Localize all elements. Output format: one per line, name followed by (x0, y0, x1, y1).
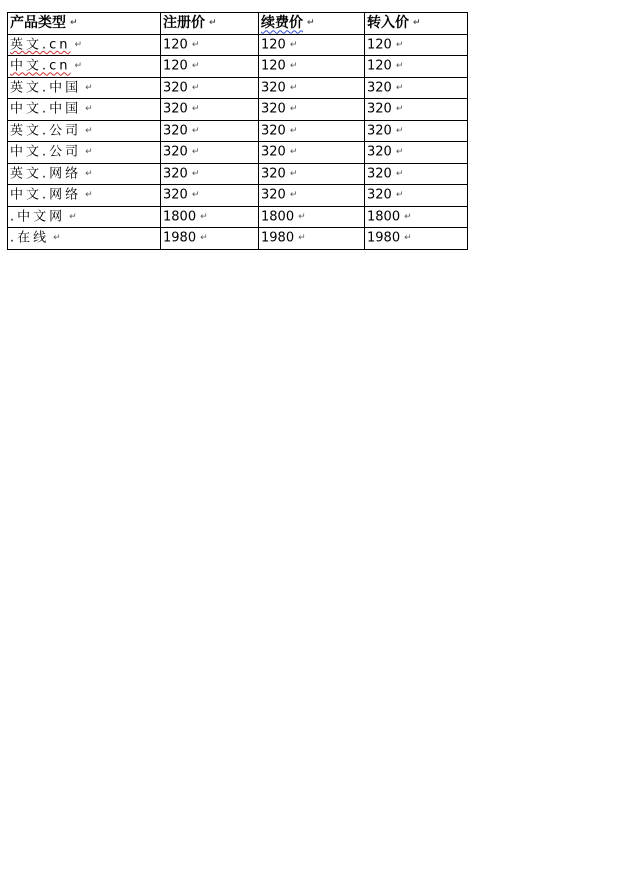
table-row (8, 120, 468, 142)
paragraph-mark-icon: ↵ (289, 125, 298, 136)
register-price-value: 1800 (163, 209, 197, 224)
paragraph-mark-icon: ↵ (191, 125, 200, 136)
table-row (8, 206, 468, 228)
table-cell (259, 142, 365, 164)
table-cell (161, 99, 259, 121)
table-cell (8, 163, 161, 185)
paragraph-mark-icon: ↵ (307, 18, 315, 29)
paragraph-mark-icon: ↵ (200, 211, 208, 222)
renew-price-value: 320 (261, 101, 286, 117)
table-header-row (8, 13, 468, 35)
table-row (8, 56, 468, 78)
paragraph-mark-icon: ↵ (191, 61, 200, 71)
transfer-price-value: 320 (367, 166, 392, 181)
table-cell (8, 34, 161, 56)
paragraph-mark-icon: ↵ (395, 61, 404, 71)
paragraph-mark-icon: ↵ (298, 233, 306, 243)
table-cell (365, 228, 468, 250)
table-cell (161, 34, 259, 56)
table-cell (161, 77, 259, 99)
paragraph-mark-icon: ↵ (395, 125, 404, 136)
paragraph-mark-icon: ↵ (85, 190, 93, 200)
header-cell (259, 13, 365, 35)
table-cell (8, 77, 161, 99)
paragraph-mark-icon: ↵ (85, 82, 93, 93)
table-cell (259, 120, 365, 142)
table-row (8, 142, 468, 164)
transfer-price-value: 320 (367, 80, 392, 95)
renew-price-value: 1980 (261, 230, 295, 246)
table-cell (365, 206, 468, 228)
register-price-value: 120 (163, 58, 188, 74)
paragraph-mark-icon: ↵ (74, 39, 83, 50)
table-cell (161, 206, 259, 228)
product-type-text: 英文.中国 (10, 80, 82, 95)
domain-price-table (7, 12, 468, 250)
register-price-value: 120 (163, 37, 188, 52)
table-cell (8, 99, 161, 121)
paragraph-mark-icon: ↵ (395, 39, 404, 50)
table-cell (259, 77, 365, 99)
table-cell (365, 120, 468, 142)
table-cell (161, 142, 259, 164)
product-type-text: 英文.cn (10, 37, 71, 52)
table-cell (161, 228, 259, 250)
product-type-text: 英文.公司 (10, 123, 82, 138)
table-cell (365, 99, 468, 121)
renew-price-value: 1800 (261, 209, 295, 224)
paragraph-mark-icon: ↵ (395, 147, 404, 157)
paragraph-mark-icon: ↵ (191, 82, 200, 93)
table-row (8, 228, 468, 250)
paragraph-mark-icon: ↵ (289, 168, 298, 179)
product-type-text: 中文.中国 (10, 101, 82, 117)
paragraph-mark-icon: ↵ (191, 147, 200, 157)
paragraph-mark-icon: ↵ (53, 233, 61, 243)
renew-price-value: 320 (261, 123, 286, 138)
renew-price-value: 120 (261, 58, 286, 74)
paragraph-mark-icon: ↵ (200, 233, 208, 243)
table-row (8, 34, 468, 56)
product-type-text: .中文网 (10, 209, 66, 224)
paragraph-mark-icon: ↵ (298, 211, 306, 222)
table-cell (365, 56, 468, 78)
table-row (8, 77, 468, 99)
header-transfer-price: 转入价 (367, 15, 409, 32)
product-type-text: .在线 (10, 230, 50, 246)
transfer-price-value: 320 (367, 123, 392, 138)
paragraph-mark-icon: ↵ (404, 211, 412, 222)
table-cell (259, 56, 365, 78)
table-cell (8, 142, 161, 164)
table-cell (8, 206, 161, 228)
paragraph-mark-icon: ↵ (289, 147, 298, 157)
table-cell (161, 185, 259, 207)
paragraph-mark-icon: ↵ (404, 233, 412, 243)
paragraph-mark-icon: ↵ (85, 147, 93, 157)
table-cell (8, 185, 161, 207)
transfer-price-value: 120 (367, 58, 392, 74)
paragraph-mark-icon: ↵ (74, 61, 83, 71)
header-cell (365, 13, 468, 35)
table-cell (259, 228, 365, 250)
register-price-value: 320 (163, 80, 188, 95)
header-renew-price: 续费价 (261, 15, 303, 32)
table-row (8, 163, 468, 185)
paragraph-mark-icon: ↵ (413, 18, 421, 29)
product-type-text: 中文.网络 (10, 187, 82, 203)
transfer-price-value: 320 (367, 187, 392, 203)
table-cell (161, 120, 259, 142)
renew-price-value: 320 (261, 80, 286, 95)
paragraph-mark-icon: ↵ (395, 104, 404, 114)
transfer-price-value: 320 (367, 144, 392, 160)
paragraph-mark-icon: ↵ (191, 104, 200, 114)
table-cell (365, 34, 468, 56)
table-row (8, 185, 468, 207)
renew-price-value: 120 (261, 37, 286, 52)
paragraph-mark-icon: ↵ (191, 190, 200, 200)
paragraph-mark-icon: ↵ (85, 104, 93, 114)
register-price-value: 1980 (163, 230, 197, 246)
product-type-text: 中文.cn (10, 58, 71, 74)
table-cell (259, 185, 365, 207)
paragraph-mark-icon: ↵ (289, 190, 298, 200)
paragraph-mark-icon: ↵ (289, 61, 298, 71)
renew-price-value: 320 (261, 144, 286, 160)
header-product-type: 产品类型 (10, 15, 66, 32)
paragraph-mark-icon: ↵ (191, 39, 200, 50)
paragraph-mark-icon: ↵ (395, 82, 404, 93)
transfer-price-value: 1800 (367, 209, 401, 224)
transfer-price-value: 320 (367, 101, 392, 117)
table-cell (161, 163, 259, 185)
paragraph-mark-icon: ↵ (209, 18, 217, 29)
paragraph-mark-icon: ↵ (289, 82, 298, 93)
paragraph-mark-icon: ↵ (289, 104, 298, 114)
paragraph-mark-icon: ↵ (395, 190, 404, 200)
paragraph-mark-icon: ↵ (69, 211, 77, 222)
product-type-text: 中文.公司 (10, 144, 82, 160)
table-row (8, 99, 468, 121)
table-cell (8, 120, 161, 142)
table-cell (365, 185, 468, 207)
table-cell (8, 56, 161, 78)
register-price-value: 320 (163, 187, 188, 203)
paragraph-mark-icon: ↵ (191, 168, 200, 179)
table-cell (365, 163, 468, 185)
table-cell (365, 142, 468, 164)
table-cell (161, 56, 259, 78)
table-cell (259, 163, 365, 185)
product-type-text: 英文.网络 (10, 166, 82, 181)
register-price-value: 320 (163, 166, 188, 181)
header-cell (8, 13, 161, 35)
renew-price-value: 320 (261, 166, 286, 181)
table-cell (8, 228, 161, 250)
renew-price-value: 320 (261, 187, 286, 203)
register-price-value: 320 (163, 101, 188, 117)
table-cell (259, 206, 365, 228)
paragraph-mark-icon: ↵ (85, 125, 93, 136)
header-cell (161, 13, 259, 35)
register-price-value: 320 (163, 123, 188, 138)
paragraph-mark-icon: ↵ (70, 18, 78, 29)
transfer-price-value: 1980 (367, 230, 401, 246)
register-price-value: 320 (163, 144, 188, 160)
table-cell (365, 77, 468, 99)
paragraph-mark-icon: ↵ (85, 168, 93, 179)
paragraph-mark-icon: ↵ (395, 168, 404, 179)
transfer-price-value: 120 (367, 37, 392, 52)
table-cell (259, 34, 365, 56)
header-register-price: 注册价 (163, 15, 205, 32)
table-cell (259, 99, 365, 121)
paragraph-mark-icon: ↵ (289, 39, 298, 50)
